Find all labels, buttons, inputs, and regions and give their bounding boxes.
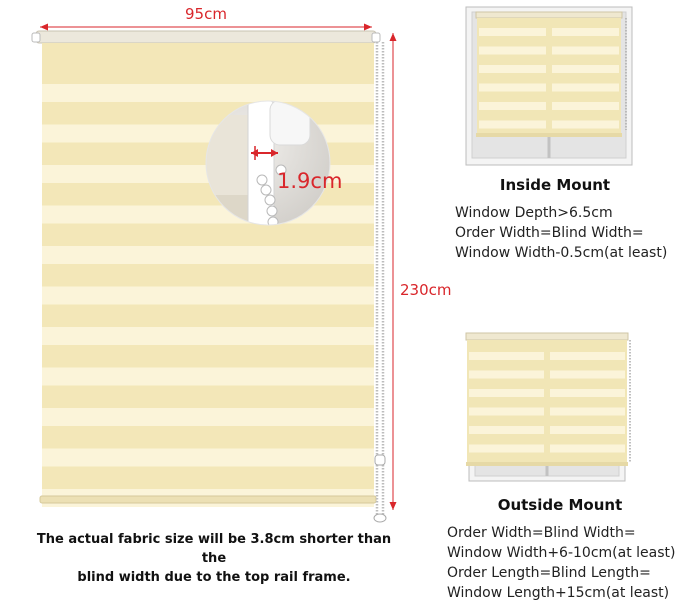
sheer-stripe: [552, 102, 619, 110]
sheer-stripe: [42, 368, 374, 386]
fabric-note-line-2: blind width due to the top rail frame.: [77, 570, 351, 585]
bracket-depth-label: 1.9cm: [277, 169, 343, 193]
fabric-size-note: [28, 530, 400, 587]
inside-spec-line-1: Window Depth>6.5cm: [455, 205, 613, 221]
sheer-stripe: [42, 84, 374, 102]
blind-fabric: [42, 43, 374, 498]
outside-mount-title: Outside Mount: [497, 496, 623, 514]
sheer-stripe: [469, 389, 544, 397]
end-cap-left: [32, 33, 40, 42]
sheer-stripe: [42, 246, 374, 264]
outside-spec-line-4: Window Length+15cm(at least): [447, 585, 670, 601]
sheer-stripe: [479, 102, 546, 110]
inside-mount-illustration: [466, 7, 632, 165]
inside-mount-specs: [455, 203, 695, 263]
width-dimension-line: [40, 24, 372, 31]
outside-spec-line-2: Window Width+6-10cm(at least): [447, 545, 676, 561]
sheer-stripe: [479, 84, 546, 92]
sheer-stripe: [550, 352, 625, 360]
sheer-stripe: [552, 121, 619, 129]
sheer-stripe: [42, 287, 374, 305]
inside-spec-line-3: Window Width-0.5cm(at least): [455, 245, 668, 261]
sheer-stripe: [550, 426, 625, 434]
sheer-stripe: [550, 371, 625, 379]
sheer-stripe: [469, 408, 544, 416]
sheer-stripe: [479, 121, 546, 129]
sheer-stripe: [469, 371, 544, 379]
sheer-stripe: [42, 408, 374, 426]
sheer-stripe: [550, 389, 625, 397]
sheer-stripe: [552, 28, 619, 36]
outside-spec-line-1: Order Width=Blind Width=: [447, 525, 636, 541]
outside-spec-line-3: Order Length=Blind Length=: [447, 565, 651, 581]
height-dimension-line: [390, 33, 397, 510]
sheer-stripe: [469, 445, 544, 453]
top-rail: [36, 31, 376, 43]
sheer-stripe: [479, 47, 546, 55]
sheer-stripe: [552, 84, 619, 92]
height-label: 230cm: [400, 281, 452, 299]
inside-spec-line-2: Order Width=Blind Width=: [455, 225, 644, 241]
sheer-stripe: [550, 408, 625, 416]
sheer-stripe: [469, 426, 544, 434]
bottom-rail: [40, 496, 376, 503]
inside-mount-title: Inside Mount: [499, 176, 611, 194]
sheer-stripe: [552, 47, 619, 55]
sheer-stripe: [42, 327, 374, 345]
sheer-stripe: [469, 352, 544, 360]
fabric-note-line-1: The actual fabric size will be 3.8cm shorter than the: [36, 532, 392, 566]
sheer-stripe: [42, 206, 374, 224]
outside-mount-specs: [447, 523, 697, 603]
outside-mount-illustration: [466, 333, 630, 481]
sheer-stripe: [550, 445, 625, 453]
sheer-stripe: [479, 28, 546, 36]
sheer-stripe: [42, 449, 374, 467]
sheer-stripe: [479, 65, 546, 73]
sheer-stripe: [552, 65, 619, 73]
bead-chain: [374, 42, 386, 522]
end-cap-right: [372, 33, 380, 42]
width-label: 95cm: [185, 5, 227, 23]
